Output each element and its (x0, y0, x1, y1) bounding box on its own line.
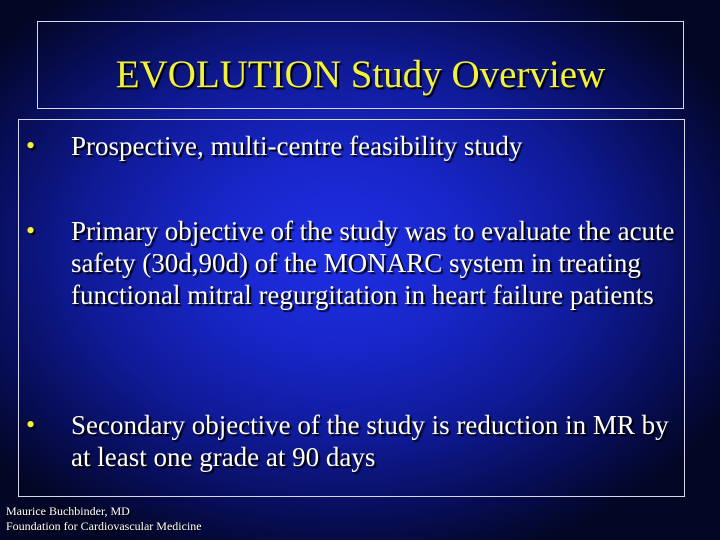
presenter-credit (6, 504, 202, 534)
bullet-icon: • (26, 216, 36, 245)
bullet-text: Prospective, multi-centre feasibility study (71, 131, 523, 161)
bullet-text: Secondary objective of the study is reduction in MR by at least one grade at 90 days (71, 410, 669, 472)
bullet-icon: • (26, 410, 36, 439)
presenter-name: Maurice Buchbinder, MD (6, 504, 130, 518)
title-frame (37, 21, 684, 109)
bullet-text: Primary objective of the study was to evaluate the acute safety (30d,90d) of the MONARC system in treating functional mitral regurgitation in heart failure patients (71, 216, 675, 310)
presenter-organization: Foundation for Cardiovascular Medicine (6, 519, 202, 533)
content-frame (18, 119, 685, 497)
bullet-icon: • (26, 131, 36, 160)
slide-title: EVOLUTION Study Overview (115, 53, 606, 96)
